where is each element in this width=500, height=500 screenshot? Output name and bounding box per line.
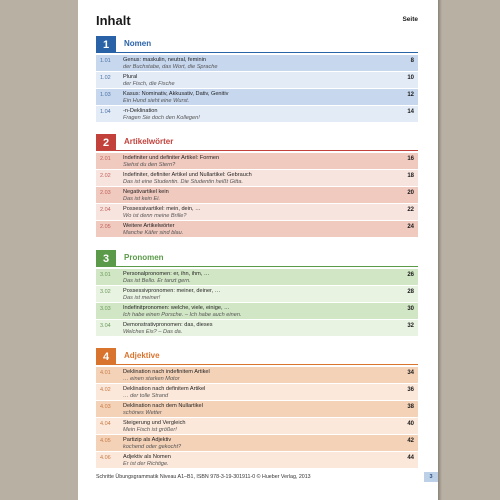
toc-row[interactable] — [96, 106, 418, 123]
section-title: Nomen — [124, 39, 152, 48]
chapter-title: Adjektiv als Nomen — [123, 454, 171, 460]
chapter-example: Welches Eis? – Das da. — [123, 329, 183, 335]
chapter-title: Deklination nach dem Nullartikel — [123, 403, 203, 409]
chapter-title: Deklination nach indefinitem Artikel — [123, 369, 210, 375]
chapter-example: Ein Hund sieht eine Wurst. — [123, 98, 190, 104]
page-number-ref: 22 — [407, 207, 414, 213]
chapter-number: 1.02 — [100, 75, 111, 81]
page-number-ref: 40 — [407, 421, 414, 427]
toc-row[interactable] — [96, 187, 418, 204]
page-number-ref: 26 — [407, 272, 414, 278]
toc-row[interactable] — [96, 401, 418, 418]
section-rows — [96, 55, 418, 123]
page-number-ref: 42 — [407, 438, 414, 444]
section-number: 2 — [96, 134, 116, 151]
page-number-ref: 38 — [407, 404, 414, 410]
chapter-title: Possessivpronomen: meiner, deiner, … — [123, 288, 221, 294]
page-number-ref: 16 — [407, 156, 414, 162]
toc-row[interactable] — [96, 452, 418, 469]
chapter-example: Wo ist denn meine Brille? — [123, 213, 187, 219]
toc-row[interactable] — [96, 303, 418, 320]
chapter-number: 3.01 — [100, 272, 111, 278]
section-rows — [96, 153, 418, 238]
chapter-number: 3.04 — [100, 323, 111, 329]
section-header — [96, 134, 418, 151]
chapter-title: Plural — [123, 74, 138, 80]
chapter-example: Er ist der Richtige. — [123, 461, 169, 467]
toc-row[interactable] — [96, 89, 418, 106]
chapter-title: Partizip als Adjektiv — [123, 437, 172, 443]
section-number: 3 — [96, 250, 116, 267]
chapter-number: 2.01 — [100, 156, 111, 162]
chapter-title: Kasus: Nominativ, Akkusativ, Dativ, Genitiv — [123, 91, 229, 97]
section-artikelwörter — [96, 134, 418, 238]
page-number-ref: 32 — [407, 323, 414, 329]
chapter-example: Siehst du den Stern? — [123, 162, 176, 168]
page-number: 3 — [424, 472, 438, 482]
page-edge-shadow — [438, 0, 442, 500]
chapter-number: 4.06 — [100, 455, 111, 461]
chapter-title: Weitere Artikelwörter — [123, 223, 175, 229]
page-number-ref: 20 — [407, 190, 414, 196]
section-header — [96, 36, 418, 53]
chapter-example: … der tolle Strand — [123, 393, 169, 399]
chapter-example: Das ist Bello. Er tanzt gern. — [123, 278, 191, 284]
chapter-example: der Fisch, die Fische — [123, 81, 175, 87]
toc-row[interactable] — [96, 153, 418, 170]
section-rows — [96, 269, 418, 337]
toc-row[interactable] — [96, 286, 418, 303]
section-number: 4 — [96, 348, 116, 365]
chapter-title: Indefiniter, definiter Artikel und Nullartikel: Gebrauch — [123, 172, 252, 178]
chapter-example: Das ist meiner! — [123, 295, 161, 301]
chapter-title: Steigerung und Vergleich — [123, 420, 186, 426]
page-number-ref: 12 — [407, 92, 414, 98]
page-number-ref: 18 — [407, 173, 414, 179]
toc-row[interactable] — [96, 435, 418, 452]
page-number-ref: 44 — [407, 455, 414, 461]
chapter-number: 4.05 — [100, 438, 111, 444]
chapter-number: 1.04 — [100, 109, 111, 115]
chapter-example: Ich habe einen Porsche. – Ich habe auch einen. — [123, 312, 242, 318]
chapter-title: Indefinitpronomen: welche, viele, einige, … — [123, 305, 230, 311]
page-number-ref: 24 — [407, 224, 414, 230]
page-number-ref: 10 — [407, 75, 414, 81]
section-rule — [96, 150, 418, 151]
seite-label: Seite — [402, 16, 418, 23]
section-title: Adjektive — [124, 351, 160, 360]
section-title: Pronomen — [124, 253, 164, 262]
toc-row[interactable] — [96, 204, 418, 221]
chapter-number: 2.03 — [100, 190, 111, 196]
toc-row[interactable] — [96, 55, 418, 72]
toc-row[interactable] — [96, 221, 418, 238]
section-nomen — [96, 36, 418, 123]
chapter-title: Genus: maskulin, neutral, feminin — [123, 57, 207, 63]
page-number-ref: 14 — [407, 109, 414, 115]
section-rule — [96, 52, 418, 53]
section-header — [96, 250, 418, 267]
chapter-title: Deklination nach definitem Artikel — [123, 386, 206, 392]
section-rule — [96, 266, 418, 267]
book-page — [78, 0, 438, 500]
chapter-example: Mein Fisch ist größer! — [123, 427, 177, 433]
page-number-ref: 34 — [407, 370, 414, 376]
chapter-number: 4.03 — [100, 404, 111, 410]
toc-row[interactable] — [96, 320, 418, 337]
chapter-title: Personalpronomen: er, ihn, ihm, … — [123, 271, 210, 277]
chapter-number: 2.05 — [100, 224, 111, 230]
toc-row[interactable] — [96, 269, 418, 286]
toc-row[interactable] — [96, 72, 418, 89]
section-rows — [96, 367, 418, 469]
chapter-example: Manche Käfer sind blau. — [123, 230, 184, 236]
toc-row[interactable] — [96, 418, 418, 435]
chapter-number: 3.02 — [100, 289, 111, 295]
chapter-example: Das ist kein Ei. — [123, 196, 160, 202]
chapter-number: 4.01 — [100, 370, 111, 376]
chapter-example: … einen starken Motor — [123, 376, 180, 382]
page-number-ref: 36 — [407, 387, 414, 393]
chapter-title: Negativartikel kein — [123, 189, 169, 195]
page-title: Inhalt — [96, 13, 131, 28]
chapter-number: 2.02 — [100, 173, 111, 179]
section-adjektive — [96, 348, 418, 469]
chapter-example: kochend oder gekocht? — [123, 444, 182, 450]
chapter-example: schönes Wetter — [123, 410, 162, 416]
page-number-ref: 30 — [407, 306, 414, 312]
toc-row[interactable] — [96, 367, 418, 384]
chapter-title: Possessivartikel: mein, dein, … — [123, 206, 201, 212]
toc-row[interactable] — [96, 170, 418, 187]
section-number: 1 — [96, 36, 116, 53]
chapter-example: Das ist eine Studentin. Die Studentin heißt Gitta. — [123, 179, 244, 185]
section-header — [96, 348, 418, 365]
page-number-ref: 28 — [407, 289, 414, 295]
chapter-title: Indefiniter und definiter Artikel: Formen — [123, 155, 220, 161]
footer-text: Schritte Übungsgrammatik Niveau A1–B1, ISBN 978-3-19-301911-0 © Hueber Verlag, 2013 — [96, 474, 311, 480]
section-title: Artikelwörter — [124, 137, 174, 146]
chapter-number: 1.01 — [100, 58, 111, 64]
chapter-example: der Buchstabe, das Wort, die Sprache — [123, 64, 218, 70]
toc-row[interactable] — [96, 384, 418, 401]
chapter-title: Demonstrativpronomen: das, dieses — [123, 322, 213, 328]
chapter-title: -n-Deklination — [123, 108, 158, 114]
chapter-number: 3.03 — [100, 306, 111, 312]
section-pronomen — [96, 250, 418, 337]
page-number-ref: 8 — [410, 58, 414, 64]
chapter-number: 4.04 — [100, 421, 111, 427]
chapter-example: Fragen Sie doch den Kollegen! — [123, 115, 200, 121]
section-rule — [96, 364, 418, 365]
chapter-number: 2.04 — [100, 207, 111, 213]
chapter-number: 4.02 — [100, 387, 111, 393]
chapter-number: 1.03 — [100, 92, 111, 98]
